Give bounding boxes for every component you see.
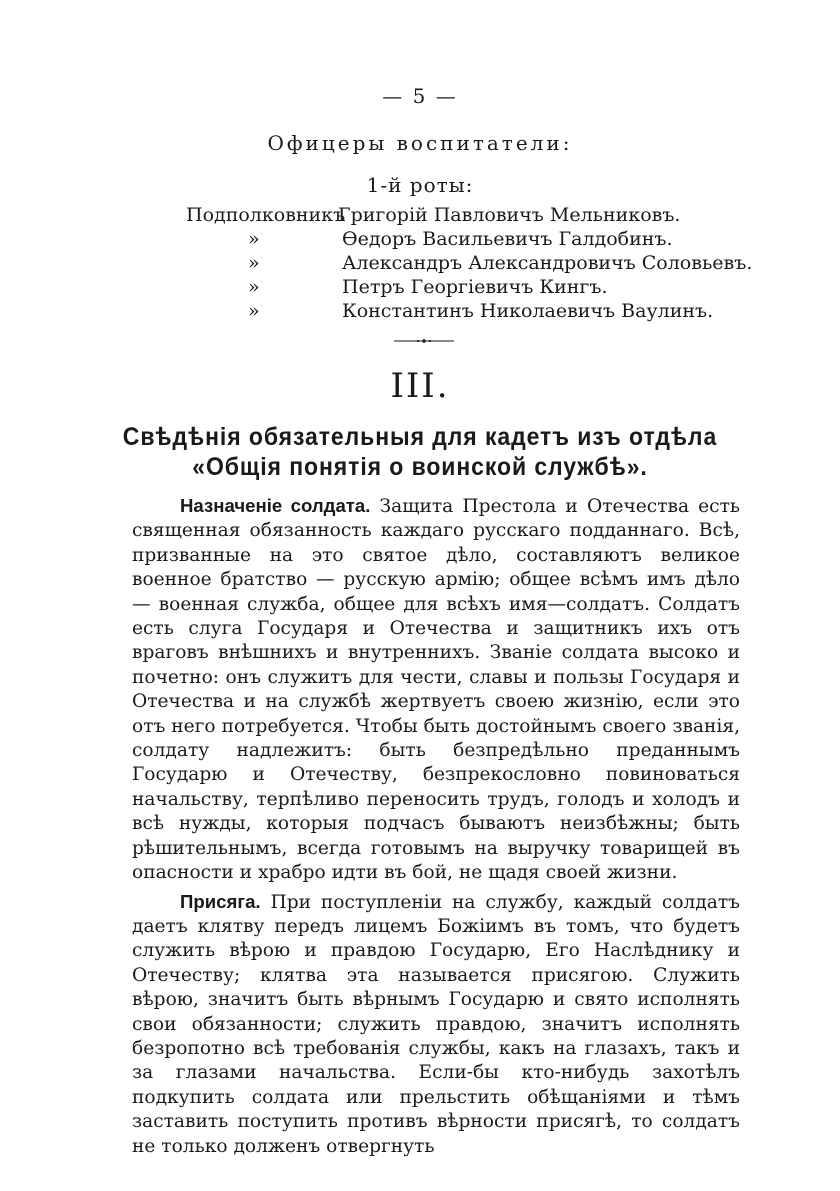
paragraph-term: Присяга.: [180, 890, 261, 912]
officer-row: [0, 251, 840, 275]
section-number: III.: [390, 366, 450, 406]
section-title-line1: Свѣдѣнія обязательныя для кадетъ изъ отдѣла: [122, 423, 718, 451]
ditto-mark: »: [248, 300, 260, 322]
officer-name: Григорій Павловичъ Мельниковъ.: [338, 204, 681, 226]
officer-name: Константинъ Николаевичъ Ваулинъ.: [342, 300, 714, 322]
officer-row: [0, 299, 840, 323]
officer-rank: Подполковникъ: [186, 204, 346, 226]
officer-row: [0, 203, 840, 227]
body-text: [132, 494, 740, 1159]
officers-list: [0, 203, 840, 323]
ditto-mark: »: [248, 228, 260, 250]
ornamental-divider: [394, 338, 454, 344]
paragraph-term: Назначеніе солдата.: [180, 495, 371, 516]
ditto-mark: »: [248, 276, 260, 298]
officer-row: [0, 275, 840, 299]
officers-heading: Офицеры воспитатели:: [267, 131, 573, 155]
paragraph: [132, 494, 740, 886]
officer-name: Петръ Георгіевичъ Кингъ.: [342, 276, 608, 298]
section-title-line2: «Общія понятія о воинской службѣ».: [192, 453, 648, 481]
ditto-mark: »: [248, 252, 260, 274]
officer-row: [0, 227, 840, 251]
officer-name: Александръ Александровичъ Соловьевъ.: [342, 252, 753, 274]
paragraph-text: При поступленіи на службу, каждый солдатъ даетъ клятву передъ лицемъ Божіимъ въ томъ, что будетъ служить вѣрою и правдою Государю, Его Наслѣднику и Отечеству; клятва эта называется присягою. Служить вѣрою, значитъ быть вѣрнымъ Государю и свято исполнять свои обязанности; служить правдою, значитъ исполнять безропотно всѣ требованія службы, какъ на глазахъ, такъ и за глазами начальства. Если-бы кто-нибудь захотѣлъ подкупить солдата или прельстить обѣщаніями и тѣмъ заставить поступить противъ вѣрности присягѣ, то солдатъ не только долженъ отвергнуть: [132, 891, 740, 1157]
paragraph-text: Защита Престола и Отечества есть священная обязанность каждаго русскаго подданнаго. Всѣ, призванные на это святое дѣло, составляютъ великое военное братство — русскую армію; общее всѣмъ имъ дѣло — военная служба, общее для всѣхъ имя—солдатъ. Солдатъ есть слуга Государя и Отечества и защитникъ ихъ отъ враговъ внѣшнихъ и внутреннихъ. Званіе солдата высоко и почетно: онъ служитъ для чести, славы и пользы Государя и Отечества и на службѣ жертвуетъ своею жизнію, если это отъ него потребуется. Чтобы быть достойнымъ своего званія, солдату надлежитъ: быть безпредѣльно преданнымъ Государю и Отечеству, безпрекословно повиноваться начальству, терпѣливо переносить трудъ, голодъ и холодъ и всѣ нужды, которыя подчасъ бываютъ неизбѣжны; быть рѣшительнымъ, всегда готовымъ на выручку товарищей въ опасности и храбро идти въ бой, не щадя своей жизни.: [132, 496, 740, 884]
page-number: — 5 —: [382, 84, 458, 108]
officer-name: Өедоръ Васильевичъ Галдобинъ.: [342, 228, 673, 250]
paragraph: [132, 890, 740, 1159]
company-subheading: 1-й роты:: [366, 173, 474, 197]
